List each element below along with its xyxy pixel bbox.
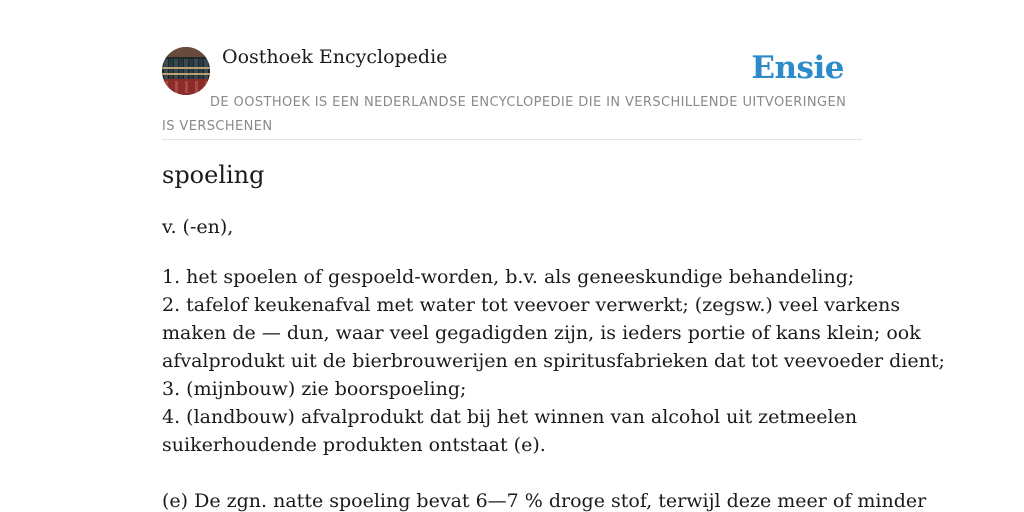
brand-logo[interactable]: Ensie [751, 50, 844, 86]
site-header [162, 44, 862, 140]
entry-note: (e) De zgn. natte spoeling bevat 6—7 % droge stof, terwijl deze meer of minder [162, 490, 927, 512]
definition-line: suikerhoudende produkten ontstaat (e). [162, 434, 546, 456]
definition-line: afvalprodukt uit de bierbrouwerijen en spiritusfabrieken dat tot veevoeder dient; [162, 350, 945, 372]
definition-line: 2. tafelof keukenafval met water tot veevoer verwerkt; (zegsw.) veel varkens [162, 294, 901, 316]
site-tagline: DE OOSTHOEK IS EEN NEDERLANDSE ENCYCLOPEDIE DIE IN VERSCHILLENDE UITVOERINGEN IS VERSCHENEN [162, 95, 847, 134]
entry-definitions [162, 263, 945, 459]
entry-term: spoeling [162, 161, 265, 189]
entry-grammar: v. (-en), [162, 216, 234, 238]
definition-line: maken de — dun, waar veel gegadigden zijn, is ieders portie of kans klein; ook [162, 322, 921, 344]
site-name[interactable]: Oosthoek Encyclopedie [222, 46, 448, 68]
definition-line: 3. (mijnbouw) zie boorspoeling; [162, 378, 467, 400]
encyclopedia-books-icon[interactable] [162, 47, 210, 95]
definition-line: 4. (landbouw) afvalprodukt dat bij het winnen van alcohol uit zetmeelen [162, 406, 858, 428]
definition-line: 1. het spoelen of gespoeld-worden, b.v. als geneeskundige behandeling; [162, 266, 855, 288]
